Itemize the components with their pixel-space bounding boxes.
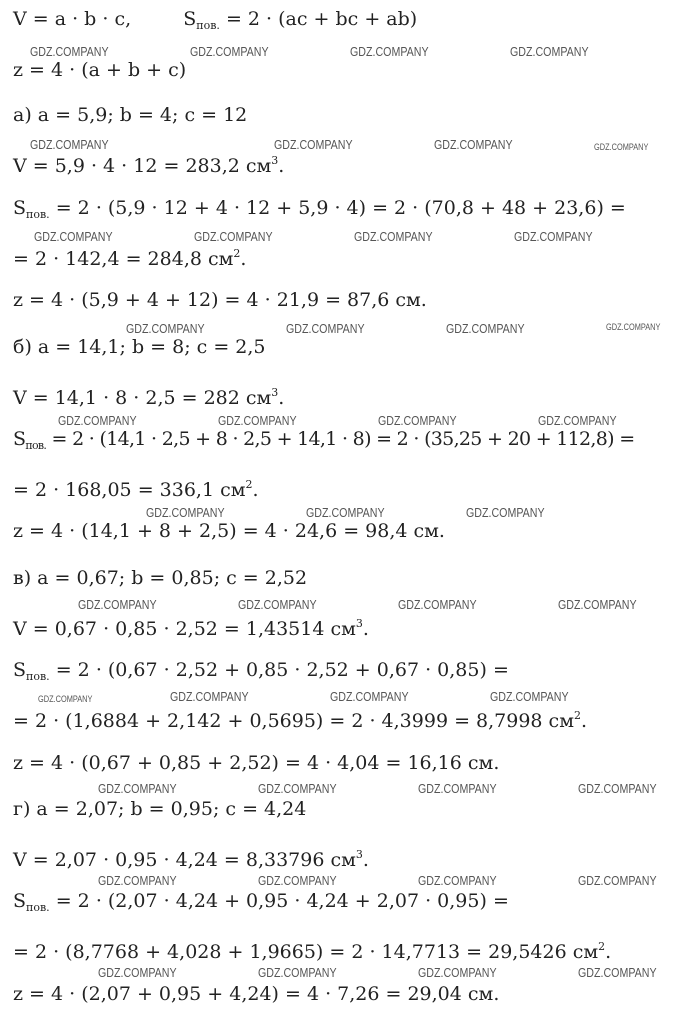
- part-c-volume: V = 0,67 · 0,85 · 2,52 = 1,43514 $см^3$.: [13, 617, 369, 640]
- surface-formula: $S_{пов.} = 2 \cdot (ac$ + bc + ab): [183, 8, 418, 32]
- watermark: GDZ.COMPANY: [510, 44, 589, 59]
- watermark: GDZ.COMPANY: [30, 137, 109, 152]
- part-c-perimeter: z = 4 · (0,67 + 0,85 + 2,52) = 4 · 4,04 = 16,16 см.: [13, 752, 500, 774]
- watermark: GDZ.COMPANY: [98, 873, 177, 888]
- perimeter-formula: z = 4 · (a + b + c): [13, 59, 187, 81]
- part-b-surface-line1: $S_{пов.} = 2 \cdot (14,1 \cdot 2,5 + 8 \cdot 2,5 + 14,1 \cdot 8) = 2 \cdot (35,25 + 20 + 112,8)$ =: [13, 428, 635, 452]
- watermark: GDZ.COMPANY: [258, 781, 337, 796]
- watermark: GDZ.COMPANY: [578, 873, 657, 888]
- watermark: GDZ.COMPANY: [286, 321, 365, 336]
- watermark: GDZ.COMPANY: [190, 44, 269, 59]
- part-d-surface-line1: $S_{пов.} = 2 \cdot (2,07 \cdot 4,24 + 0,95 \cdot 4,24 + 2,07 \cdot 0,95)$ =: [13, 890, 509, 914]
- watermark: GDZ.COMPANY: [98, 781, 177, 796]
- watermark: GDZ.COMPANY: [34, 229, 113, 244]
- part-a-surface-line1: $S_{пов.} = 2 \cdot (5,9 \cdot 12 + 4 \cdot 12 + 5,9 \cdot 4) = 2 \cdot (70,8 + 48 + 23,6)$ =: [13, 197, 626, 221]
- watermark: GDZ.COMPANY: [398, 597, 477, 612]
- watermark: GDZ.COMPANY: [258, 873, 337, 888]
- watermark: GDZ.COMPANY: [306, 505, 385, 520]
- watermark: GDZ.COMPANY: [58, 413, 137, 428]
- part-c-surface-line1: $S_{пов.} = 2 \cdot (0,67 \cdot 2,52 + 0,85 \cdot 2,52 + 0,67 \cdot 0,85)$ =: [13, 659, 509, 683]
- watermark: GDZ.COMPANY: [354, 229, 433, 244]
- part-d-perimeter: z = 4 · (2,07 + 0,95 + 4,24) = 4 · 7,26 = 29,04 см.: [13, 983, 500, 1005]
- watermark: GDZ.COMPANY: [350, 44, 429, 59]
- watermark: GDZ.COMPANY: [418, 873, 497, 888]
- watermark: GDZ.COMPANY: [98, 965, 177, 980]
- part-b-surface-line2: = 2 · 168,05 = 336,1 $см^2$.: [13, 478, 259, 501]
- part-a-given: а) a = 5,9; b = 4; c = 12: [13, 104, 248, 126]
- volume-formula: V = a · b · c, $S_{пов.} = 2 \cdot (ac$ + bc + ab): [13, 8, 418, 32]
- part-a-volume: V = 5,9 · 4 · 12 = 283,2 $см^3$.: [13, 154, 285, 177]
- part-d-given: г) a = 2,07; b = 0,95; c = 4,24: [13, 798, 307, 820]
- watermark: GDZ.COMPANY: [594, 142, 649, 152]
- part-c-given: в) a = 0,67; b = 0,85; c = 2,52: [13, 567, 308, 589]
- watermark: GDZ.COMPANY: [466, 505, 545, 520]
- watermark: GDZ.COMPANY: [330, 689, 409, 704]
- watermark: GDZ.COMPANY: [538, 413, 617, 428]
- part-a-perimeter: z = 4 · (5,9 + 4 + 12) = 4 · 21,9 = 87,6 см.: [13, 289, 427, 311]
- watermark: GDZ.COMPANY: [30, 44, 109, 59]
- watermark: GDZ.COMPANY: [606, 322, 661, 332]
- watermark: GDZ.COMPANY: [490, 689, 569, 704]
- watermark: GDZ.COMPANY: [194, 229, 273, 244]
- part-d-surface-line2: = 2 · (8,7768 + 4,028 + 1,9665) = 2 · 14,7713 = 29,5426 $см^2$.: [13, 940, 612, 963]
- part-b-perimeter: z = 4 · (14,1 + 8 + 2,5) = 4 · 24,6 = 98,4 см.: [13, 520, 445, 542]
- watermark: GDZ.COMPANY: [558, 597, 637, 612]
- watermark: GDZ.COMPANY: [578, 965, 657, 980]
- watermark: GDZ.COMPANY: [434, 137, 513, 152]
- watermark: GDZ.COMPANY: [146, 505, 225, 520]
- watermark: GDZ.COMPANY: [446, 321, 525, 336]
- part-b-given: б) a = 14,1; b = 8; c = 2,5: [13, 336, 266, 358]
- watermark: GDZ.COMPANY: [378, 413, 457, 428]
- watermark: GDZ.COMPANY: [218, 413, 297, 428]
- watermark: GDZ.COMPANY: [38, 694, 93, 704]
- watermark: GDZ.COMPANY: [418, 781, 497, 796]
- watermark: GDZ.COMPANY: [578, 781, 657, 796]
- watermark: GDZ.COMPANY: [418, 965, 497, 980]
- watermark: GDZ.COMPANY: [274, 137, 353, 152]
- watermark: GDZ.COMPANY: [514, 229, 593, 244]
- part-c-surface-line2: = 2 · (1,6884 + 2,142 + 0,5695) = 2 · 4,3999 = 8,7998 $см^2$.: [13, 709, 588, 732]
- watermark: GDZ.COMPANY: [170, 689, 249, 704]
- watermark: GDZ.COMPANY: [126, 321, 205, 336]
- watermark: GDZ.COMPANY: [78, 597, 157, 612]
- part-d-volume: V = 2,07 · 0,95 · 4,24 = 8,33796 $см^3$.: [13, 848, 369, 871]
- watermark: GDZ.COMPANY: [238, 597, 317, 612]
- watermark: GDZ.COMPANY: [258, 965, 337, 980]
- part-a-surface-line2: = 2 · 142,4 = 284,8 $см^2$.: [13, 247, 247, 270]
- part-b-volume: V = 14,1 · 8 · 2,5 = 282 $см^3$.: [13, 386, 285, 409]
